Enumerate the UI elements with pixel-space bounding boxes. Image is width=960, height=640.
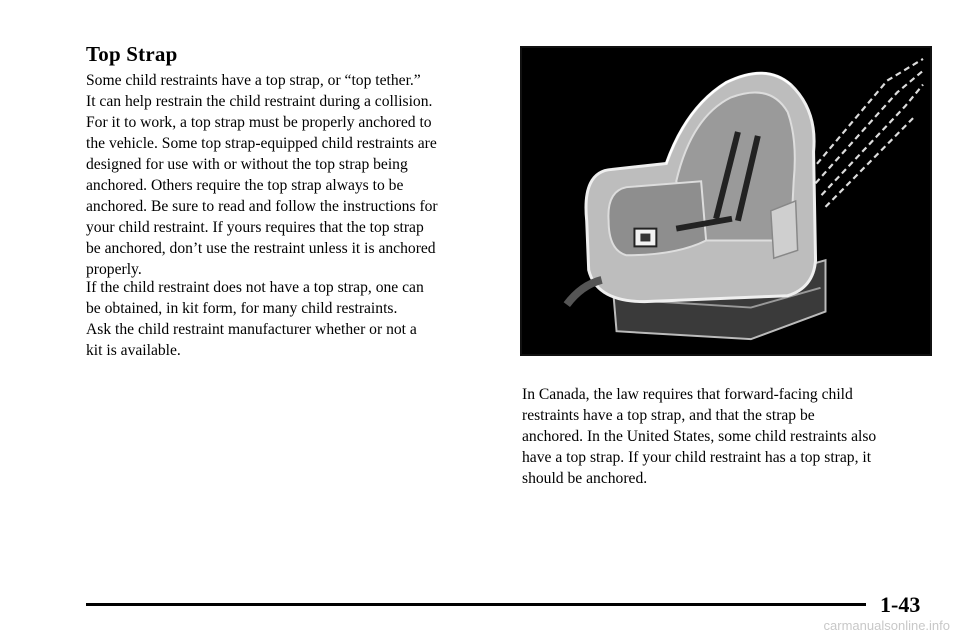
text-line: Ask the child restraint manufacturer whether or not a	[86, 321, 417, 338]
text-line: be obtained, in kit form, for many child restraints.	[86, 300, 398, 317]
text-line: kit is available.	[86, 342, 181, 359]
child-seat-drawing	[527, 53, 925, 349]
paragraph-canada-law	[522, 384, 934, 489]
text-line: If the child restraint does not have a top strap, one can	[86, 279, 424, 296]
paragraph-kit-availability	[86, 277, 496, 361]
text-line: It can help restrain the child restraint during a collision.	[86, 93, 433, 110]
text-line: Some child restraints have a top strap, or “top tether.”	[86, 72, 421, 89]
text-line: your child restraint. If yours requires that the top strap	[86, 219, 424, 236]
section-heading: Top Strap	[86, 42, 178, 66]
child-restraint-illustration	[520, 46, 932, 356]
text-line: the vehicle. Some top strap-equipped child restraints are	[86, 135, 437, 152]
page-number: 1-43	[880, 592, 921, 617]
paragraph-top-strap-intro	[86, 70, 496, 280]
seat-side-panel	[771, 201, 798, 258]
text-line: anchored. Others require the top strap always to be	[86, 177, 404, 194]
text-line: should be anchored.	[522, 470, 648, 487]
text-line: anchored. In the United States, some child restraints also	[522, 428, 877, 445]
text-line: anchored. Be sure to read and follow the instructions for	[86, 198, 438, 215]
text-line: restraints have a top strap, and that the strap be	[522, 407, 815, 424]
text-line: have a top strap. If your child restraint has a top strap, it	[522, 449, 872, 466]
text-line: In Canada, the law requires that forward-facing child	[522, 386, 853, 403]
text-line: For it to work, a top strap must be properly anchored to	[86, 114, 432, 131]
watermark: carmanualsonline.info	[823, 618, 950, 633]
text-line: be anchored, don’t use the restraint unless it is anchored	[86, 240, 436, 257]
text-line: designed for use with or without the top strap being	[86, 156, 408, 173]
footer-rule	[86, 603, 866, 606]
text-line: properly.	[86, 261, 142, 278]
